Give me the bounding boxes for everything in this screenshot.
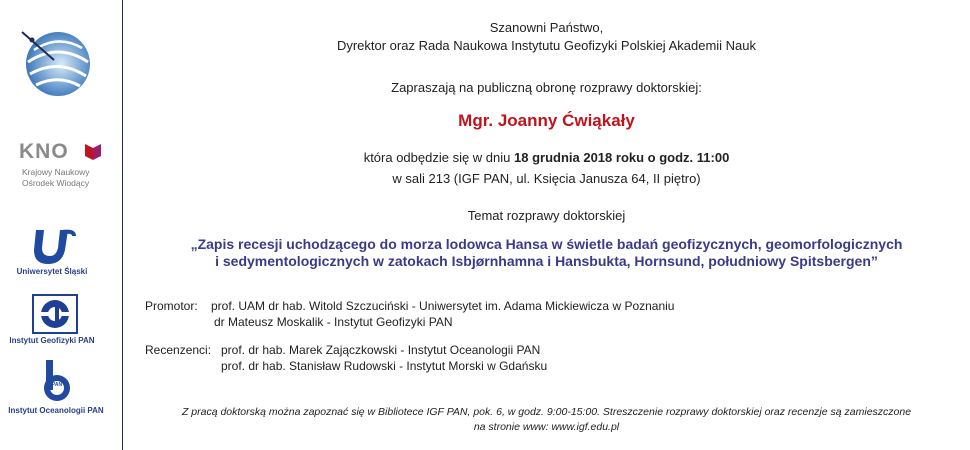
date-prefix: która odbędzie się w dniu	[363, 150, 514, 165]
io-badge: PAN	[51, 382, 63, 388]
reviewer-line-2: prof. dr hab. Stanisław Rudowski - Instytut Morski w Gdańsku	[221, 359, 548, 373]
topic-line-1: „Zapis recesji uchodzącego do morza lodowca Hansa w świetle badań geofizycznych, geomorfologicznych	[190, 236, 903, 252]
topic-line-2: i sedymentologicznych w zatokach Isbjørnhamna i Hansbukta, Hornsund, południowy Spitsbergen”	[215, 253, 878, 269]
igf-logo	[32, 294, 78, 334]
candidate-name: Mgr. Joanny Ćwiąkały	[458, 111, 635, 130]
reviewers-label: Recenzenci:	[145, 343, 212, 357]
invitation-line: Zapraszają na publiczną obronę rozprawy doktorskiej:	[391, 80, 702, 95]
io-caption: Instytut Oceanologii PAN	[8, 406, 104, 415]
location-line: w sali 213 (IGF PAN, ul. Księcia Janusza 64, II piętro)	[392, 171, 701, 186]
reviewer-line-1: prof. dr hab. Marek Zajączkowski - Instytut Oceanologii PAN	[221, 343, 541, 357]
greeting: Szanowni Państwo,	[489, 20, 604, 35]
topic-label: Temat rozprawy doktorskiej	[467, 208, 626, 223]
logo-sidebar	[0, 0, 122, 450]
kno-subtitle	[22, 167, 90, 189]
promotor-line-1: prof. UAM dr hab. Witold Szczuciński - Uniwersytet im. Adama Mickiewicza w Poznaniu	[211, 299, 675, 313]
kno-subtitle-line1: Krajowy Naukowy	[22, 167, 90, 177]
kno-subtitle-line2: Ośrodek Wiodący	[22, 178, 90, 188]
date-line	[123, 150, 970, 166]
kno-book-icon	[85, 142, 101, 160]
promotor-line-2: dr Mateusz Moskalik - Instytut Geofizyki PAN	[214, 315, 453, 329]
invitation-body	[123, 0, 970, 450]
footer-line-1: Z pracą doktorską można zapoznać się w Bibliotece IGF PAN, pok. 6, w godz. 9:00-15:00. Streszczenie rozprawy doktorskiej oraz recenzje są zamieszczone	[181, 406, 912, 418]
promotor-label: Promotor:	[145, 299, 198, 313]
footer-line-2: na stronie www: www.igf.edu.pl	[473, 421, 620, 433]
us-logo	[32, 226, 78, 266]
igf-caption: Instytut Geofizyki PAN	[9, 336, 95, 345]
date-value: 18 grudnia 2018 roku o godz. 11:00	[514, 150, 730, 165]
igf-globe-logo	[14, 22, 96, 104]
organizer-line: Dyrektor oraz Rada Naukowa Instytutu Geofizyki Polskiej Akademii Nauk	[336, 38, 757, 53]
us-caption: Uniwersytet Śląski	[16, 267, 88, 276]
kno-title: KNO	[19, 140, 69, 163]
